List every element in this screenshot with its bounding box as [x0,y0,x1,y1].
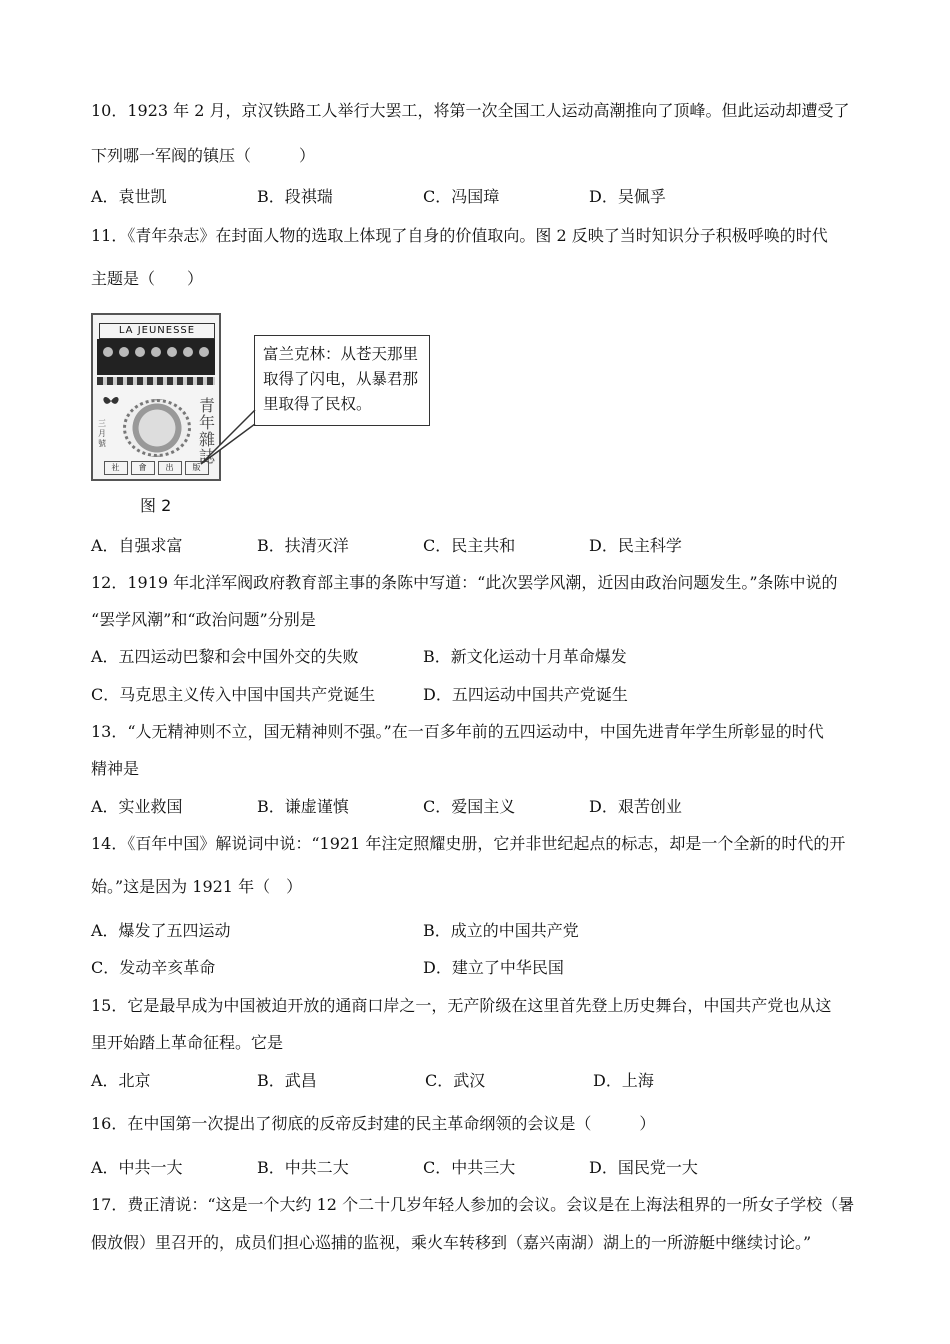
callout-pointer [199,408,259,468]
cover-bottom-label: 出 [158,461,182,475]
cover-bottom-label: 會 [131,461,155,475]
question-15-stem-line2: 里开始踏上革命征程。它是 [91,1033,284,1052]
question-10-stem-line2: 下列哪一军阀的镇压（ ） [91,146,316,165]
cover-bottom-label: 社 [104,461,128,475]
question-13-option-d: D．艰苦创业 [589,797,682,816]
question-16-option-a: A．中共一大 [91,1158,183,1177]
question-16-stem-line1: 16．在中国第一次提出了彻底的反帝反封建的民主革命纲领的会议是（ ） [91,1114,656,1133]
question-17-stem-line2: 假放假）里召开的，成员们担心巡捕的监视，乘火车转移到（嘉兴南湖）湖上的一所游艇中继续讨论。” [91,1233,812,1252]
cover-crowd-illustration [97,339,215,375]
question-10-option-a: A．袁世凯 [91,187,167,206]
cover-portrait-franklin [123,399,191,457]
cover-issue-label: 三月號 [98,419,106,448]
question-10-option-b: B．段祺瑞 [257,187,333,206]
question-17-stem-line1: 17．费正清说：“这是一个大约 12 个二十几岁年轻人参加的会议。会议是在上海法租界的一所女子学校（暑 [91,1195,855,1214]
question-11-option-c: C．民主共和 [423,536,516,555]
cover-decorative-band [97,377,215,385]
question-14-option-c: C．发动辛亥革命 [91,958,216,977]
question-14-option-a: A．爆发了五四运动 [91,921,231,940]
cover-ornament-icon [101,393,121,409]
question-12-stem-line2: “罢学风潮”和“政治问题”分别是 [91,610,316,629]
figure-2 [91,313,436,488]
figure-2-caption: 图 2 [140,496,172,515]
question-11-option-d: D．民主科学 [589,536,682,555]
question-15-option-d: D．上海 [593,1071,654,1090]
question-13-option-c: C．爱国主义 [423,797,516,816]
cover-bottom-label: 版 [185,461,209,475]
question-15-option-b: B．武昌 [257,1071,317,1090]
question-10-option-c: C．冯国璋 [423,187,500,206]
question-12-option-c: C．马克思主义传入中国中国共产党诞生 [91,685,376,704]
question-15-option-c: C．武汉 [425,1071,486,1090]
question-11-stem-line1: 11．《青年杂志》在封面人物的选取上体现了自身的价值取向。图 2 反映了当时知识分子积极呼唤的时代 [91,226,828,245]
question-15-option-a: A．北京 [91,1071,151,1090]
question-11-stem-line2: 主题是（ ） [91,269,204,288]
cover-bottom-labels [97,461,215,475]
question-16-option-d: D．国民党一大 [589,1158,698,1177]
question-12-option-d: D．五四运动中国共产党诞生 [423,685,628,704]
question-10-stem-line1: 10．1923 年 2 月，京汉铁路工人举行大罢工，将第一次全国工人运动高潮推向了顶峰。但此运动却遭受了 [91,101,850,120]
franklin-quote-callout: 富兰克林：从苍天那里取得了闪电，从暴君那里取得了民权。 [254,335,430,426]
question-10-option-d: D．吴佩孚 [589,187,666,206]
question-13-option-a: A．实业救国 [91,797,183,816]
question-15-stem-line1: 15．它是最早成为中国被迫开放的通商口岸之一，无产阶级在这里首先登上历史舞台，中国共产党也从这 [91,996,832,1015]
question-14-option-d: D．建立了中华民国 [423,958,564,977]
question-14-option-b: B．成立的中国共产党 [423,921,579,940]
question-11-option-b: B．扶清灭洋 [257,536,349,555]
question-14-stem-line1: 14．《百年中国》解说词中说：“1921 年注定照耀史册，它并非世纪起点的标志，却是一个全新的时代的开 [91,834,846,853]
question-12-option-a: A．五四运动巴黎和会中国外交的失败 [91,647,359,666]
cover-title: LA JEUNESSE [99,323,215,339]
cover-vertical-title: 青年雜誌 [198,396,215,466]
question-12-option-b: B．新文化运动十月革命爆发 [423,647,627,666]
question-16-option-c: C．中共三大 [423,1158,516,1177]
question-13-stem-line2: 精神是 [91,759,140,778]
question-14-stem-line2: 始。”这是因为 1921 年（ ） [91,877,303,896]
question-13-option-b: B．谦虚谨慎 [257,797,349,816]
question-11-option-a: A．自强求富 [91,536,183,555]
question-12-stem-line1: 12．1919 年北洋军阀政府教育部主事的条陈中写道：“此次罢学风潮，近因由政治问题发生。”条陈中说的 [91,573,838,592]
question-16-option-b: B．中共二大 [257,1158,349,1177]
question-13-stem-line1: 13．“人无精神则不立，国无精神则不强。”在一百多年前的五四运动中，中国先进青年学生所彰显的时代 [91,722,824,741]
